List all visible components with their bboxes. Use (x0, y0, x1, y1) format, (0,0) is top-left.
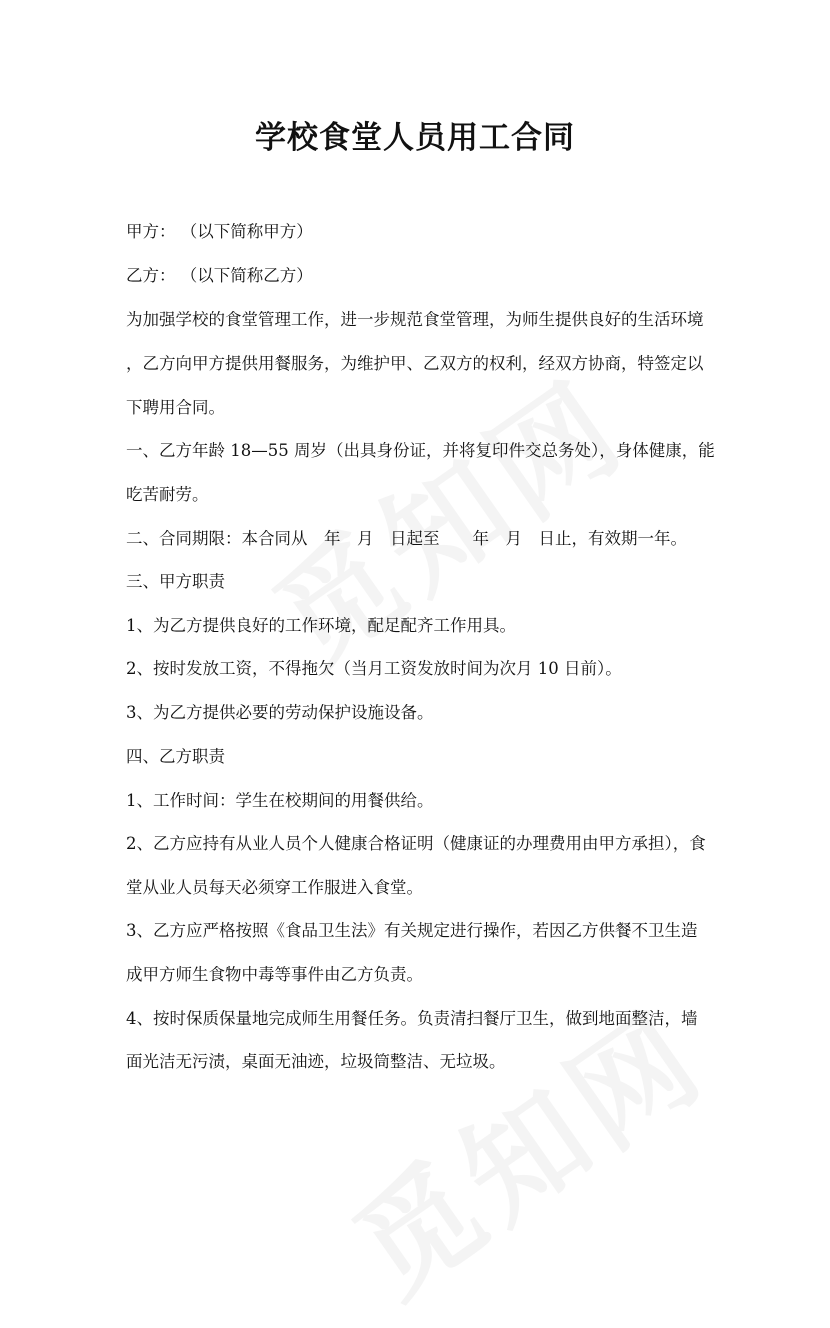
list-item: 2、按时发放工资，不得拖欠（当月工资发放时间为次月 10 日前）。 (126, 659, 622, 678)
list-item: 4、按时保质保量地完成师生用餐任务。负责清扫餐厅卫生，做到地面整洁，墙 (126, 1009, 698, 1028)
party-b-line: 乙方： （以下简称乙方） (126, 266, 313, 285)
list-item: 1、工作时间：学生在校期间的用餐供给。 (126, 791, 434, 810)
preamble-line: 为加强学校的食堂管理工作，进一步规范食堂管理，为师生提供良好的生活环境 (126, 310, 704, 329)
watermark (236, 334, 654, 699)
preamble-line: ，乙方向甲方提供用餐服务，为维护甲、乙双方的权利，经双方协商，特签定以 (126, 354, 704, 373)
list-item: 面光洁无污渍，桌面无油迹，垃圾筒整洁、无垃圾。 (126, 1052, 506, 1071)
list-item: 1、为乙方提供良好的工作环境，配足配齐工作用具。 (126, 616, 516, 635)
document-title: 学校食堂人员用工合同 (255, 120, 575, 156)
list-item: 2、乙方应持有从业人员个人健康合格证明（健康证的办理费用由甲方承担），食 (126, 834, 706, 853)
list-item: 3、为乙方提供必要的劳动保护设施设备。 (126, 703, 434, 722)
section-heading: 三、甲方职责 (126, 572, 225, 591)
list-item: 成甲方师生食物中毒等事件由乙方负责。 (126, 965, 423, 984)
clause-1-line: 一、乙方年龄 18—55 周岁（出具身份证，并将复印件交总务处），身体健康，能 (126, 441, 715, 460)
clause-2-line: 二、合同期限：本合同从 年 月 日起至 年 月 日止，有效期一年。 (126, 529, 687, 548)
clause-1-line: 吃苦耐劳。 (126, 485, 209, 504)
list-item: 堂从业人员每天必须穿工作服进入食堂。 (126, 878, 423, 897)
party-a-line: 甲方： （以下简称甲方） (126, 222, 313, 241)
section-heading: 四、乙方职责 (126, 747, 225, 766)
list-item: 3、乙方应严格按照《食品卫生法》有关规定进行操作，若因乙方供餐不卫生造 (126, 921, 698, 940)
preamble-line: 下聘用合同。 (126, 398, 225, 417)
